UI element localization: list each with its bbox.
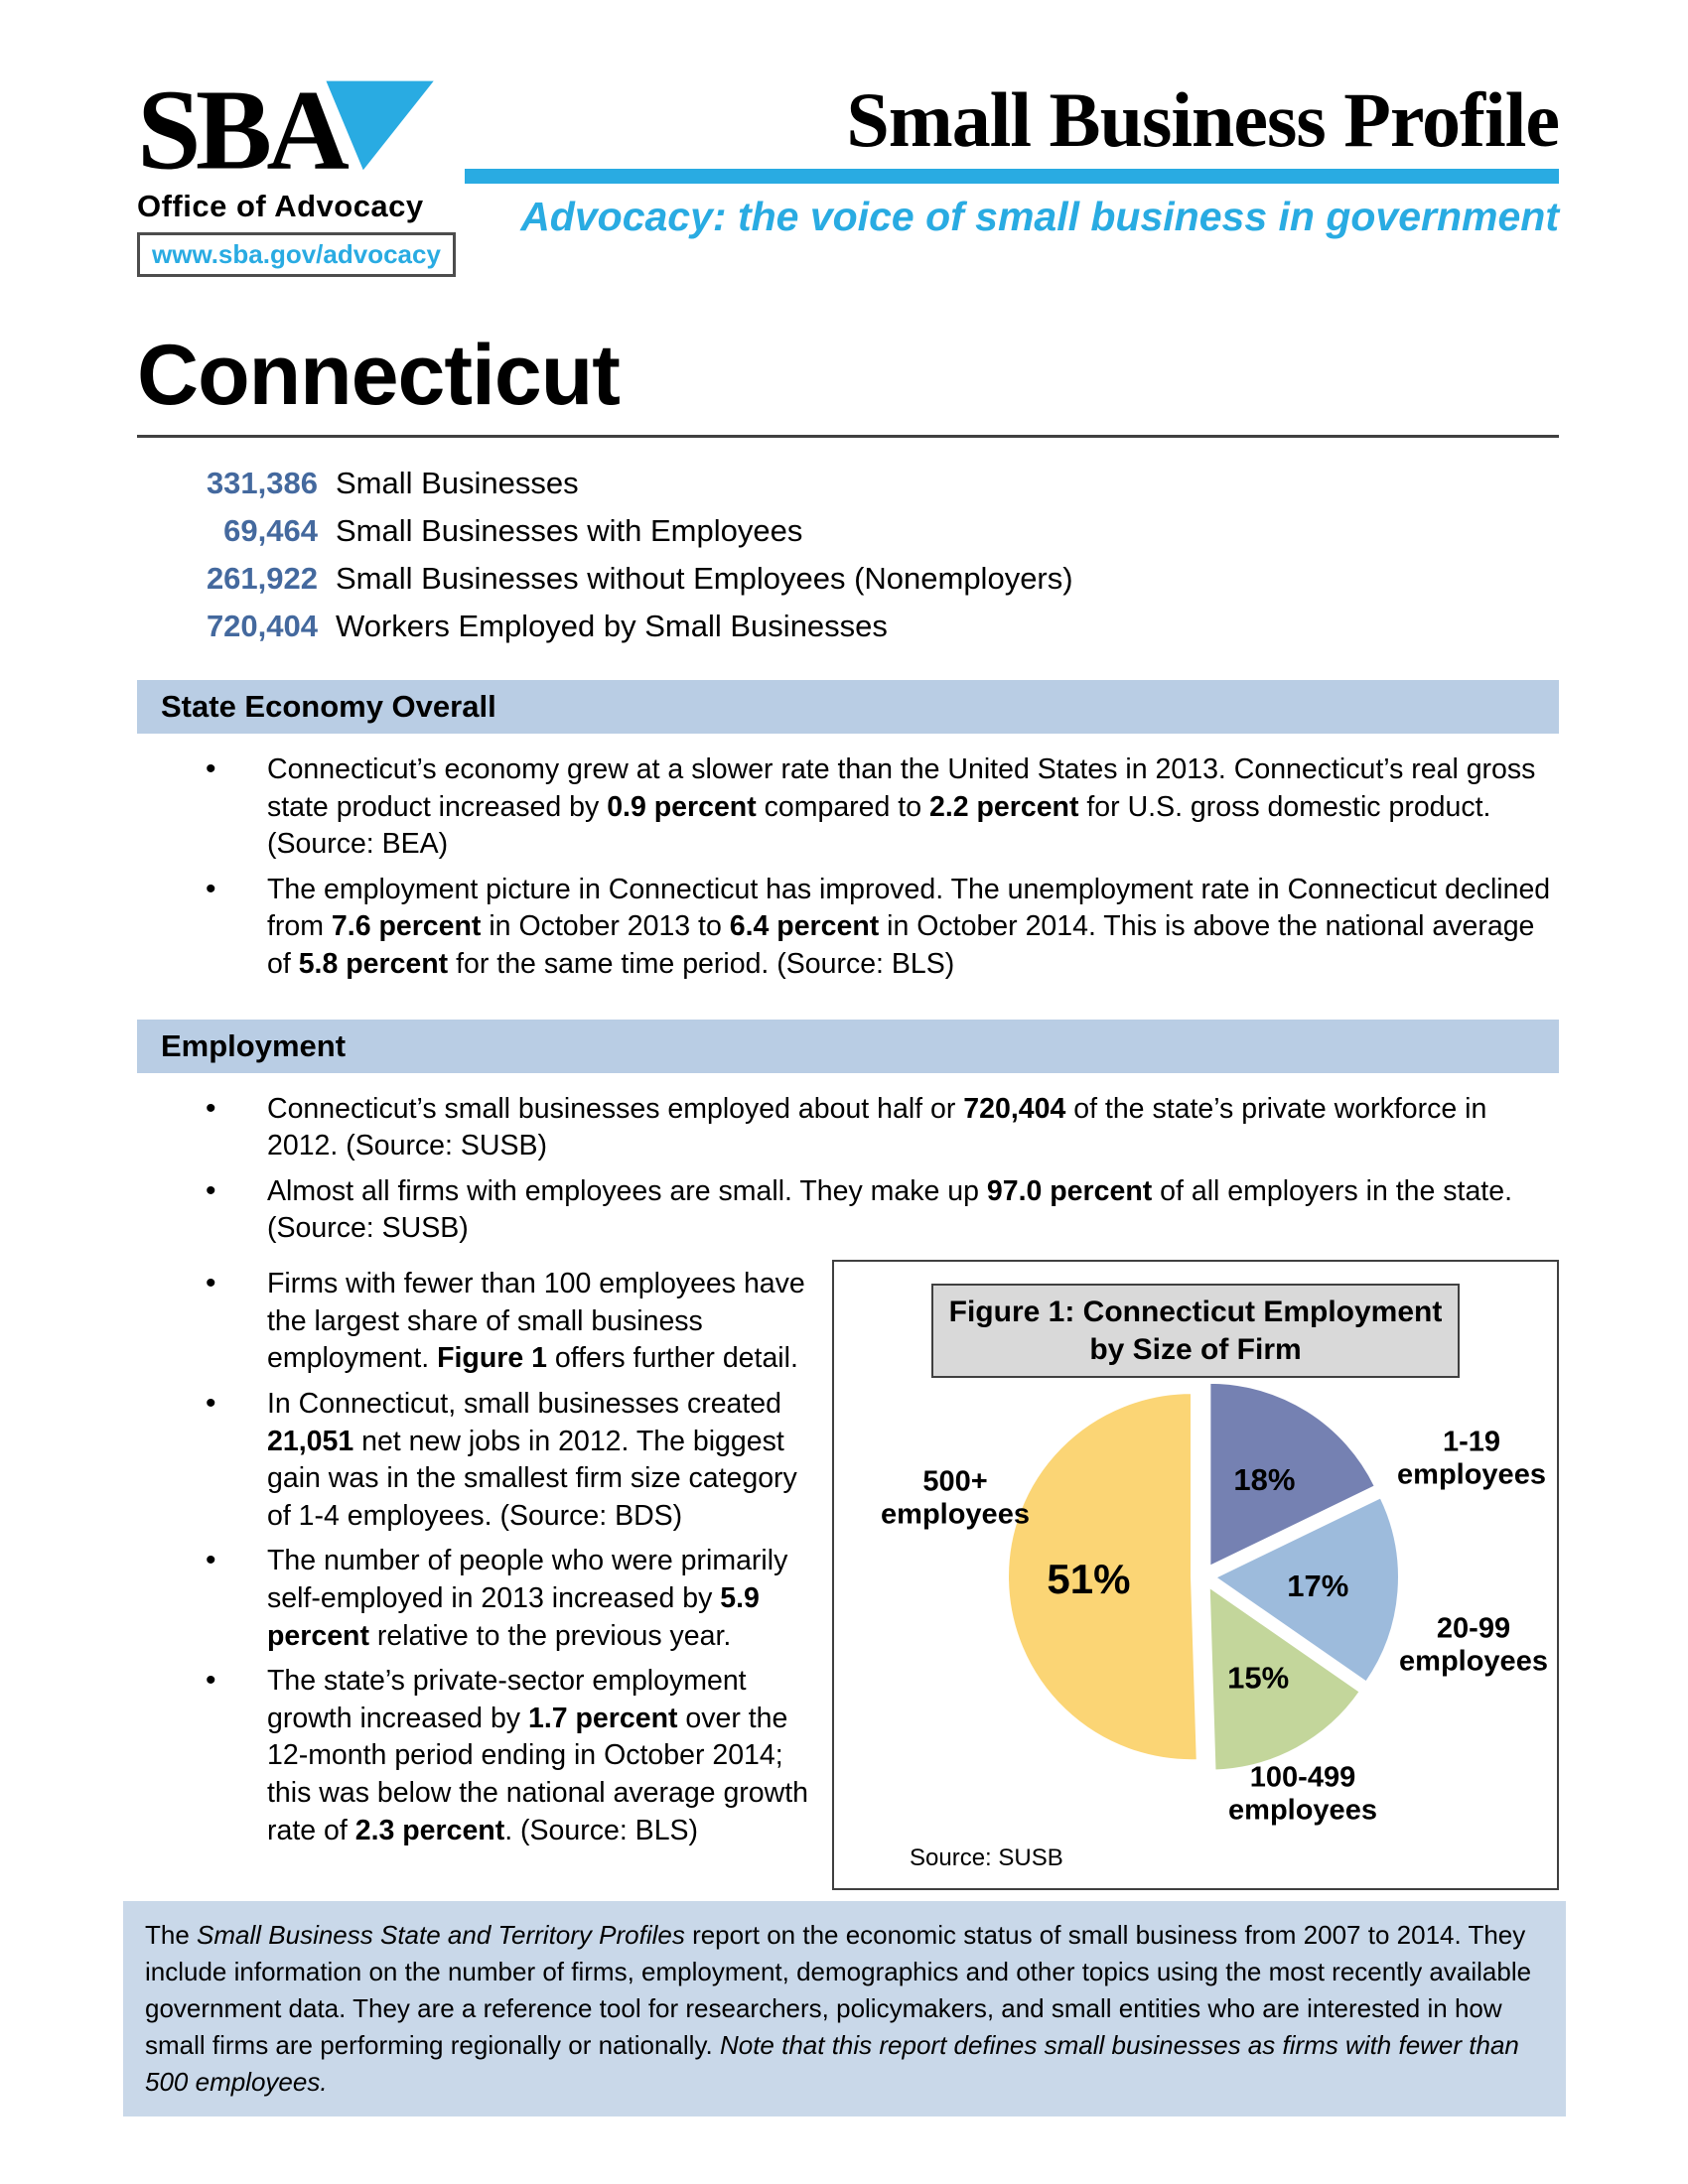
title-rule [137, 435, 1559, 438]
key-stats [137, 466, 1559, 644]
stat-row [137, 609, 1559, 644]
bullet-item: • The employment picture in Connecticut has improved. The unemployment rate in Connecticut declined from 7.6 percent in October 2013 to 6.4 percent in October 2014. This is above the national average of 5.8 percent for the same time period. (Source: BLS) [137, 872, 1559, 984]
stat-label: Small Businesses with Employees [336, 513, 803, 548]
stat-row [137, 466, 1559, 501]
section-header-state-economy: State Economy Overall [137, 680, 1559, 734]
employment-columns [137, 1260, 1559, 1890]
bullet-item: • Connecticut’s small businesses employed about half or 720,404 of the state’s private workforce in 2012. (Source: SUSB) [137, 1091, 1559, 1165]
sba-logo-text: SBA [137, 75, 345, 187]
bullet-item: • Almost all firms with employees are small. They make up 97.0 percent of all employers in the state. (Source: SUSB) [137, 1173, 1559, 1248]
figure-1-source: Source: SUSB [910, 1844, 1063, 1872]
bullet-item: • The number of people who were primarily self-employed in 2013 increased by 5.9 percent relative to the previous year. [137, 1543, 810, 1655]
pie-label-100-499-employees: 100-499 employees [1228, 1761, 1377, 1828]
pie-percent-label-3: 51% [1047, 1556, 1131, 1603]
pie-percent-label-1: 17% [1287, 1569, 1349, 1604]
office-of-advocacy-label: Office of Advocacy [137, 189, 424, 223]
figure-1-title: Figure 1: Connecticut Employment by Size of Firm [931, 1284, 1460, 1378]
header-divider-bar [465, 169, 1559, 184]
employment-side-bullets [137, 1260, 832, 1890]
header-right [465, 75, 1559, 240]
sba-logo-block [137, 75, 465, 277]
stat-label: Workers Employed by Small Businesses [336, 609, 888, 643]
section-header-employment: Employment [137, 1020, 1559, 1073]
pie-label-1-19-employees: 1-19 employees [1397, 1426, 1546, 1492]
advocacy-url-link[interactable]: www.sba.gov/advocacy [152, 239, 441, 269]
sba-logo [137, 75, 445, 187]
stat-value: 261,922 [206, 561, 318, 596]
report-title: Small Business Profile [846, 76, 1559, 163]
bullet-item: • Firms with fewer than 100 employees have the largest share of small business employment. Figure 1 offers further detail. [137, 1266, 810, 1378]
footer-note: The Small Business State and Territory Profiles report on the economic status of small business from 2007 to 2014. They include information on the number of firms, employment, demographics and other topics using the most recently available government data. They are a reference tool for researchers, policymakers, and small entities who are interested in how small firms are performing regionally or nationally. Note that this report defines small businesses as firms with fewer than 500 employees. [123, 1901, 1566, 2116]
stat-row [137, 513, 1559, 549]
figure-1-chart [854, 1390, 1548, 1837]
pie-label-20-99-employees: 20-99 employees [1399, 1612, 1548, 1679]
advocacy-tagline: Advocacy: the voice of small business in government [520, 193, 1559, 239]
pie-label-500-plus-employees: 500+ employees [881, 1465, 1030, 1532]
pie-percent-label-0: 18% [1233, 1462, 1296, 1498]
bullet-item: • Connecticut’s economy grew at a slower rate than the United States in 2013. Connecticut’s real gross state product increased by 0.9 percent compared to 2.2 percent for U.S. gross domestic product. (Source: BEA) [137, 751, 1559, 864]
pie-percent-label-2: 15% [1227, 1660, 1290, 1696]
stat-label: Small Businesses [336, 466, 579, 500]
stat-value: 720,404 [206, 609, 318, 643]
header [137, 75, 1559, 277]
stat-row [137, 561, 1559, 597]
bullet-item: • The state’s private-sector employment growth increased by 1.7 percent over the 12-month period ending in October 2014; this was below the national average growth rate of 2.3 percent. (Source: BLS) [137, 1663, 810, 1849]
employment-intro-bullets [137, 1091, 1559, 1248]
advocacy-url-box[interactable] [137, 232, 456, 277]
stat-value: 331,386 [206, 466, 318, 500]
state-economy-bullets [137, 751, 1559, 984]
stat-value: 69,464 [223, 513, 318, 548]
stat-label: Small Businesses without Employees (Nonemployers) [336, 561, 1073, 596]
figure-1-box [832, 1260, 1559, 1890]
bullet-item: • In Connecticut, small businesses created 21,051 net new jobs in 2012. The biggest gain was in the smallest firm size category of 1-4 employees. (Source: BDS) [137, 1386, 810, 1535]
page-title: Connecticut [137, 328, 620, 423]
